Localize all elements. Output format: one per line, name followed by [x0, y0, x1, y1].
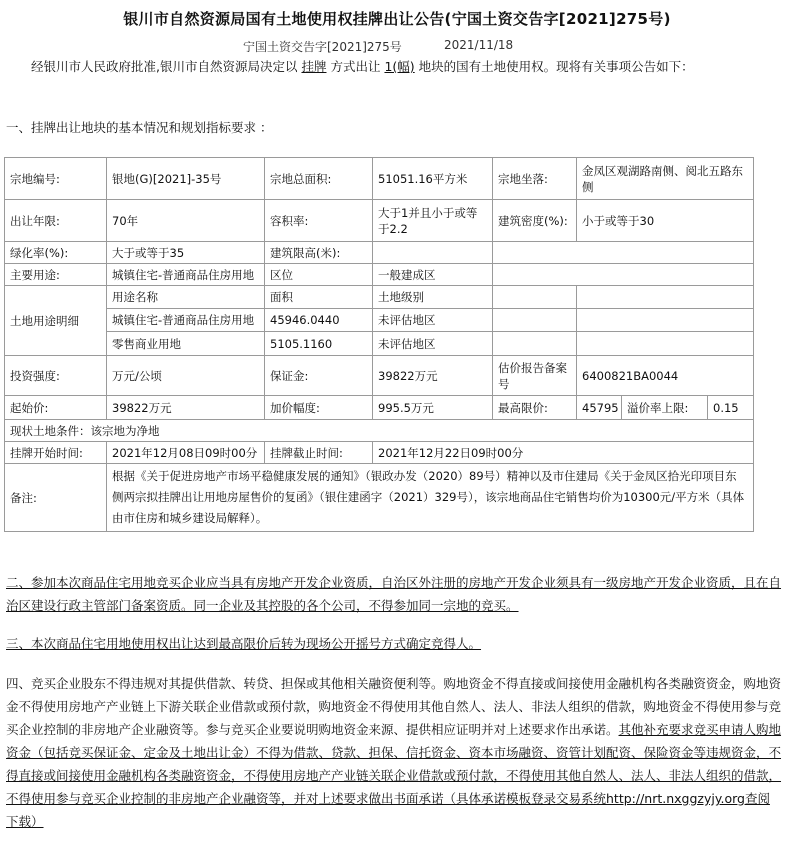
table-row — [5, 264, 754, 286]
land-use-head-area: 面积 — [265, 286, 373, 309]
label-land-use-detail: 土地用途明细 — [5, 286, 107, 356]
notice-title: 银川市自然资源局国有土地使用权挂牌出让公告(宁国土资交告字[2021]275号) — [123, 10, 671, 28]
table-row — [5, 158, 754, 200]
label-term: 出让年限: — [5, 200, 107, 242]
value-appraisal-no: 6400821BA0044 — [577, 356, 754, 396]
label-parcel-no: 宗地编号: — [5, 158, 107, 200]
label-premium-cap: 溢价率上限: — [622, 396, 708, 420]
value-listing-end: 2021年12月22日09时00分 — [373, 442, 754, 464]
value-parcel-no: 银地(G)[2021]-35号 — [107, 158, 265, 200]
value-building-density: 小于或等于30 — [577, 200, 754, 242]
value-listing-start: 2021年12月08日09时00分 — [107, 442, 265, 464]
intro-after: 地块的国有土地使用权。现将有关事项公告如下： — [418, 59, 694, 74]
table-row — [5, 309, 754, 332]
land-use-grade: 未评估地区 — [373, 309, 493, 332]
intro-before: 经银川市人民政府批准,银川市自然资源局决定以 — [31, 59, 298, 74]
document-date: 2021/11/18 — [444, 38, 514, 52]
land-use-name: 城镇住宅-普通商品住房用地 — [107, 309, 265, 332]
value-main-use: 城镇住宅-普通商品住房用地 — [107, 264, 265, 286]
value-max-price: 45795 — [577, 396, 622, 420]
section1-heading: 一、挂牌出让地块的基本情况和规划指标要求 ： — [6, 120, 273, 135]
value-premium-cap: 0.15 — [708, 396, 754, 420]
land-use-head-grade: 土地级别 — [373, 286, 493, 309]
table-row — [5, 332, 754, 356]
value-term: 70年 — [107, 200, 265, 242]
label-investment: 投资强度: — [5, 356, 107, 396]
parcel-count: 1(幅) — [384, 59, 415, 74]
label-location: 宗地坐落: — [493, 158, 577, 200]
land-use-area: 5105.1160 — [265, 332, 373, 356]
section4-underlined: 其他补充要求竞买申请人购地资金（包括竞买保证金、定金及土地出让金）不得为借款、贷款、担保、信托资金、资本市场融资、资管计划配资、保险资金等违规资金，不得直接或间接使用金融机构各类融资资金，不得使用房地产产业链关联企业借款或预付款，不得使用其他自然人、法人、非法人组织的借款，不得使用参与竞买企业控制的非房地产企业融资等，并对上述要求做出书面承诺（具体承诺模板登录交易系统http://nrt.nxggzyjy.org查阅下载） — [6, 722, 782, 829]
transfer-method: 挂牌 — [301, 59, 327, 74]
table-row — [5, 286, 754, 309]
value-increment: 995.5万元 — [373, 396, 493, 420]
section4-plain: 四、竞买企业股东不得违规对其提供借款、转贷、担保或其他相关融资便利等。购地资金不得直接或间接使用金融机构各类融资资金，购地资金不得使用房地产产业链上下游关联企业借款或预付款，购地资金不得使用其他自然人、法人、非法人组织的借款，购地资金不得使用参与竞买企业控制的非房地产企业融资等。参与竞买企业要说明购地资金来源、提供相应证明并对上述要求作出承诺。 — [6, 676, 782, 737]
intro-mid: 方式出让 — [330, 59, 381, 74]
intro-paragraph — [6, 56, 786, 77]
land-use-grade: 未评估地区 — [373, 332, 493, 356]
label-appraisal-no: 估价报告备案号 — [493, 356, 577, 396]
section3-paragraph: 三、本次商品住宅用地使用权出让达到最高限价后转为现场公开摇号方式确定竞得人。 — [6, 636, 482, 651]
label-plot-ratio: 容积率: — [265, 200, 373, 242]
label-deposit: 保证金: — [265, 356, 373, 396]
label-zone: 区位 — [265, 264, 373, 286]
land-use-name: 零售商业用地 — [107, 332, 265, 356]
label-increment: 加价幅度: — [265, 396, 373, 420]
label-remarks: 备注: — [5, 464, 107, 532]
parcel-info-table — [4, 157, 754, 532]
label-green-rate: 绿化率(%): — [5, 242, 107, 264]
land-use-head-name: 用途名称 — [107, 286, 265, 309]
land-use-area: 45946.0440 — [265, 309, 373, 332]
current-condition: 现状土地条件：该宗地为净地 — [5, 420, 754, 442]
value-remarks: 根据《关于促进房地产市场平稳健康发展的通知》（银政办发（2020）89号）精神以及市住建局《关于金凤区拾光印项目东侧两宗拟挂牌出让用地房屋售价的复函》（银住建函字（2021）329号），该宗地商品住宅销售均价为10300元/平方米（具体由市住房和城乡建设局解释）。 — [107, 464, 754, 532]
table-row — [5, 420, 754, 442]
label-start-price: 起始价: — [5, 396, 107, 420]
table-row — [5, 442, 754, 464]
value-green-rate: 大于或等于35 — [107, 242, 265, 264]
section4-paragraph — [6, 672, 782, 833]
label-max-price: 最高限价: — [493, 396, 577, 420]
value-height-limit — [373, 242, 493, 264]
label-total-area: 宗地总面积: — [265, 158, 373, 200]
value-deposit: 39822万元 — [373, 356, 493, 396]
label-main-use: 主要用途: — [5, 264, 107, 286]
value-plot-ratio: 大于1并且小于或等于2.2 — [373, 200, 493, 242]
label-height-limit: 建筑限高(米): — [265, 242, 373, 264]
label-listing-end: 挂牌截止时间: — [265, 442, 373, 464]
value-investment: 万元/公顷 — [107, 356, 265, 396]
section2-paragraph: 二、参加本次商品住宅用地竞买企业应当具有房地产开发企业资质，自治区外注册的房地产开发企业须具有一级房地产开发企业资质，且在自治区建设行政主管部门备案资质。同一企业及其控股的各个公司，不得参加同一宗地的竞买。 — [6, 575, 782, 613]
table-row — [5, 464, 754, 532]
value-start-price: 39822万元 — [107, 396, 265, 420]
document-number: 宁国土资交告字[2021]275号 — [243, 40, 402, 54]
value-location: 金凤区观湖路南侧、阅北五路东侧 — [577, 158, 754, 200]
value-total-area: 51051.16平方米 — [373, 158, 493, 200]
table-row — [5, 200, 754, 242]
table-row — [5, 396, 754, 420]
table-row — [5, 356, 754, 396]
label-building-density: 建筑密度(%): — [493, 200, 577, 242]
table-row — [5, 242, 754, 264]
label-listing-start: 挂牌开始时间: — [5, 442, 107, 464]
value-zone: 一般建成区 — [373, 264, 493, 286]
